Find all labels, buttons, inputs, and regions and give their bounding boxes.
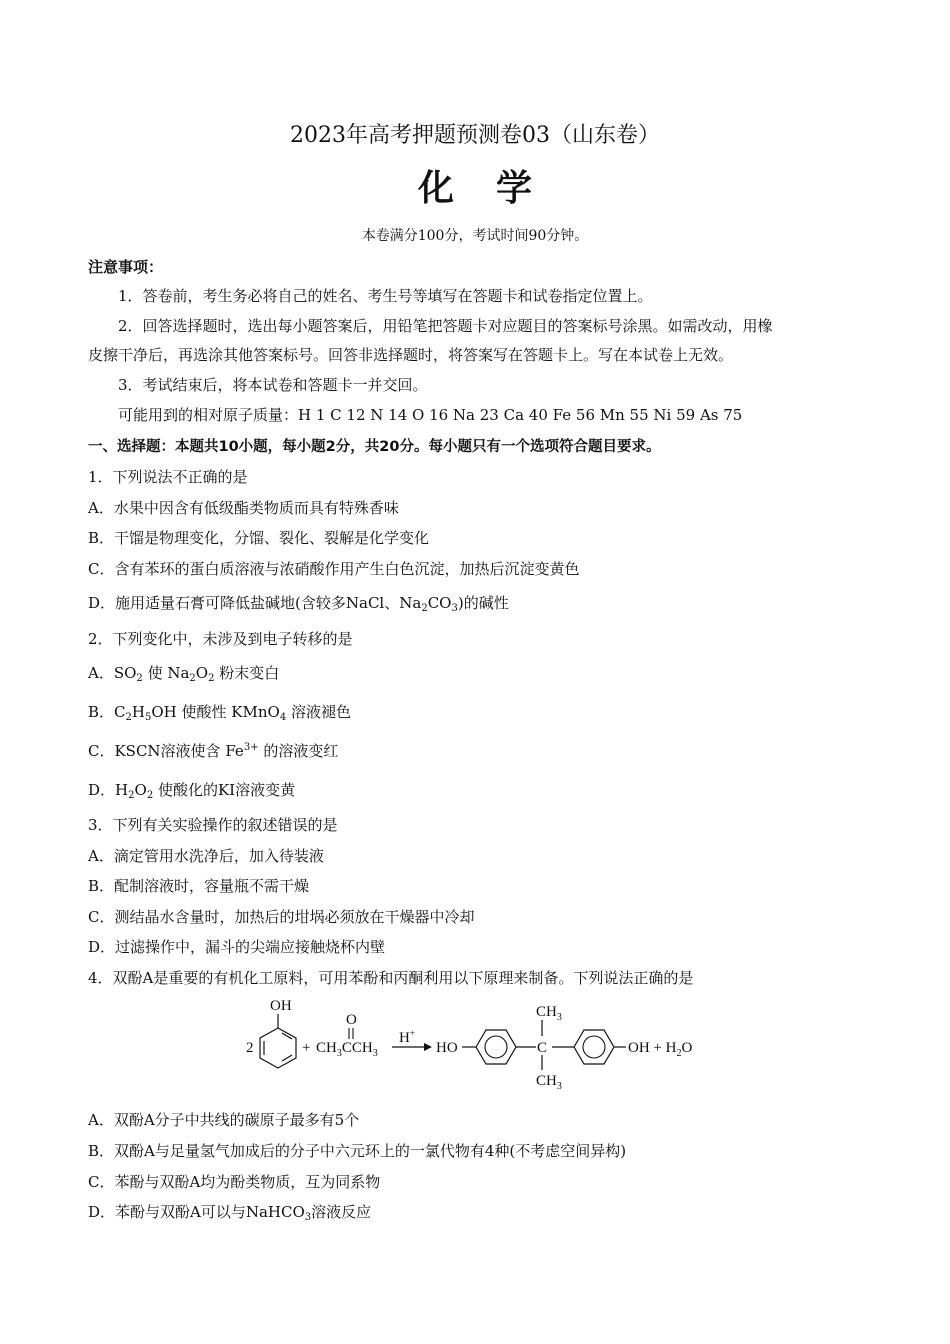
product-center-c: C [537, 1040, 548, 1056]
q2-a-mid: 使 [142, 664, 168, 682]
q2-a-f2-sub: 2 [189, 673, 196, 684]
q1-option-d [88, 592, 509, 613]
catalyst-h: H [399, 1030, 410, 1046]
q1-option-b: B．干馏是物理变化，分馏、裂化、裂解是化学变化 [88, 529, 430, 547]
q1-d-formula-co: CO [427, 594, 452, 612]
product-tail-o: O [681, 1040, 693, 1056]
phenol-double-bond-1 [282, 1033, 292, 1039]
q2-a-post: 粉末变白 [214, 664, 280, 682]
product-ch3-bottom [536, 1073, 562, 1092]
phenol-ring [260, 1028, 296, 1068]
q2-option-c [88, 740, 338, 761]
reaction-arrow-head [424, 1043, 432, 1051]
q3-stem: 3．下列有关实验操作的叙述错误的是 [88, 816, 338, 834]
acetone-formula [316, 1040, 378, 1059]
notes-heading: 注意事项： [88, 258, 164, 276]
acetone-o-label: O [346, 1012, 357, 1028]
product-ring-right-circle [583, 1036, 605, 1058]
acetone-sub-2: 3 [372, 1048, 378, 1059]
q4-stem: 4．双酚A是重要的有机化工原料，可用苯酚和丙酮利用以下原理来制备。下列说法正确的是 [88, 969, 694, 987]
q3-option-b: B．配制溶液时，容量瓶不需干燥 [88, 877, 310, 895]
product-ring-right [574, 1030, 614, 1064]
product-ho-label: HO [436, 1040, 458, 1056]
q1-d-sub-1: 2 [421, 603, 428, 614]
q2-a-f1-sub: 2 [136, 673, 143, 684]
q2-c-post: 的溶液变红 [258, 742, 339, 760]
exam-title: 2023年高考押题预测卷03（山东卷） [290, 123, 660, 148]
scheme-coefficient: 2 [246, 1040, 254, 1056]
q2-b-f1b: H [131, 703, 145, 721]
q3-option-c: C．测结晶水含量时，加热后的坩埚必须放在干燥器中冷却 [88, 908, 475, 926]
q1-d-text-1: D．施用适量石膏可降低盐碱地(含较多NaCl、 [88, 594, 400, 612]
acetone-cch: CCH [341, 1040, 373, 1056]
q4-option-c: C．苯酚与双酚A均为酚类物质，互为同系物 [88, 1173, 381, 1191]
q4-option-d [88, 1201, 371, 1222]
q2-b-f2: KMnO [231, 703, 280, 721]
catalyst-plus: + [409, 1028, 415, 1038]
q3-option-d: D．过滤操作中，漏斗的尖端应接触烧杯内壁 [88, 938, 386, 956]
q2-a-label: A． [88, 664, 114, 682]
q2-d-fb-sub: 2 [146, 790, 154, 801]
product-ch3-bot-sub: 3 [556, 1081, 562, 1092]
q4-d-text-1: D．苯酚与双酚A可以与NaHCO [88, 1203, 305, 1221]
product-ch3-top-ch: CH [536, 1004, 557, 1020]
section-heading: 一、选择题：本题共10小题，每小题2分，共20分。每小题只有一个选项符合题目要求。 [88, 439, 661, 455]
q2-a-f2: Na [167, 664, 190, 682]
q4-option-b: B．双酚A与足量氢气加成后的分子中六元环上的一氯代物有4种(不考虑空间异构) [88, 1142, 627, 1160]
q1-stem: 1．下列说法不正确的是 [88, 468, 248, 486]
q2-option-d [88, 779, 295, 800]
phenol-double-bond-2 [282, 1055, 292, 1061]
subject-title: 化学 [417, 168, 574, 209]
q2-b-f1b-sub: 5 [144, 712, 152, 723]
q2-a-f2b-sub: 2 [208, 673, 215, 684]
q1-d-sub-2: 3 [451, 603, 458, 614]
q1-d-formula-na: Na [399, 594, 422, 612]
q3-option-a: A．滴定管用水洗净后，加入待装液 [88, 847, 324, 865]
product-ring-left [476, 1030, 516, 1064]
q1-option-c: C．含有苯环的蛋白质溶液与浓硝酸作用产生白色沉淀，加热后沉淀变黄色 [88, 560, 580, 578]
product-tail-sub: 2 [676, 1048, 682, 1059]
q2-b-f2-sub: 4 [279, 712, 287, 723]
q2-b-post: 溶液褪色 [286, 703, 351, 721]
note-3: 3．考试结束后，将本试卷和答题卡一并交回。 [118, 376, 428, 394]
product-ch3-bot-ch: CH [536, 1073, 557, 1089]
q2-d-label: D． [88, 781, 116, 799]
scheme-plus: + [302, 1040, 311, 1056]
exam-meta: 本卷满分100分，考试时间90分钟。 [361, 228, 589, 244]
q4-d-sub: 3 [304, 1212, 312, 1223]
q2-d-f-sub: 2 [128, 790, 135, 801]
q2-option-b [88, 701, 351, 722]
q2-a-f2b: O [195, 664, 209, 682]
q2-c-pre: C．KSCN溶液使含 [88, 742, 226, 760]
q1-d-text-2: )的碱性 [457, 594, 509, 612]
q1-option-a: A．水果中因含有低级酯类物质而具有特殊香味 [88, 499, 399, 517]
q2-a-f1: SO [113, 664, 137, 682]
q2-d-f: H [115, 781, 129, 799]
note-1: 1．答卷前，考生务必将自己的姓名、考生号等填写在答题卡和试卷指定位置上。 [118, 287, 653, 305]
q4-d-text-2: 溶液反应 [311, 1203, 372, 1221]
phenol-oh-label: OH [270, 998, 292, 1014]
catalyst-label [399, 1028, 415, 1046]
q2-b-label: B． [88, 703, 115, 721]
note-2-line-1: 2．回答选择题时，选出每小题答案后，用铅笔把答题卡对应题目的答案标号涂黑。如需改动，用橡 [118, 317, 773, 335]
q2-d-post: 使酸化的KI溶液变黄 [153, 781, 296, 799]
q2-c-f: Fe [225, 742, 244, 760]
q2-b-f1: C [114, 703, 126, 721]
product-tail-text: OH + H [628, 1040, 677, 1056]
q2-stem: 2．下列变化中，未涉及到电子转移的是 [88, 630, 353, 648]
acetone-ch: CH [316, 1040, 337, 1056]
atomic-masses: 可能用到的相对原子质量：H 1 C 12 N 14 O 16 Na 23 Ca 40 Fe 56 Mn 55 Ni 59 As 75 [118, 406, 743, 424]
product-ch3-top [536, 1004, 562, 1023]
product-ring-left-circle [485, 1036, 507, 1058]
q2-c-f-sup: 3+ [243, 742, 259, 753]
reaction-scheme [240, 992, 710, 1092]
q2-b-mid: 使酸性 [176, 703, 232, 721]
q4-option-a: A．双酚A分子中共线的碳原子最多有5个 [88, 1111, 360, 1129]
product-ch3-top-sub: 3 [556, 1012, 562, 1023]
q2-b-f1c: OH [151, 703, 177, 721]
q2-b-f1-sub: 2 [125, 712, 132, 723]
q2-option-a [88, 662, 279, 683]
q2-d-fb: O [134, 781, 147, 799]
product-tail [628, 1040, 692, 1059]
note-2-line-2: 皮擦干净后，再选涂其他答案标号。回答非选择题时，将答案写在答题卡上。写在本试卷上无效。 [88, 346, 734, 364]
acetone-sub-1: 3 [336, 1048, 342, 1059]
